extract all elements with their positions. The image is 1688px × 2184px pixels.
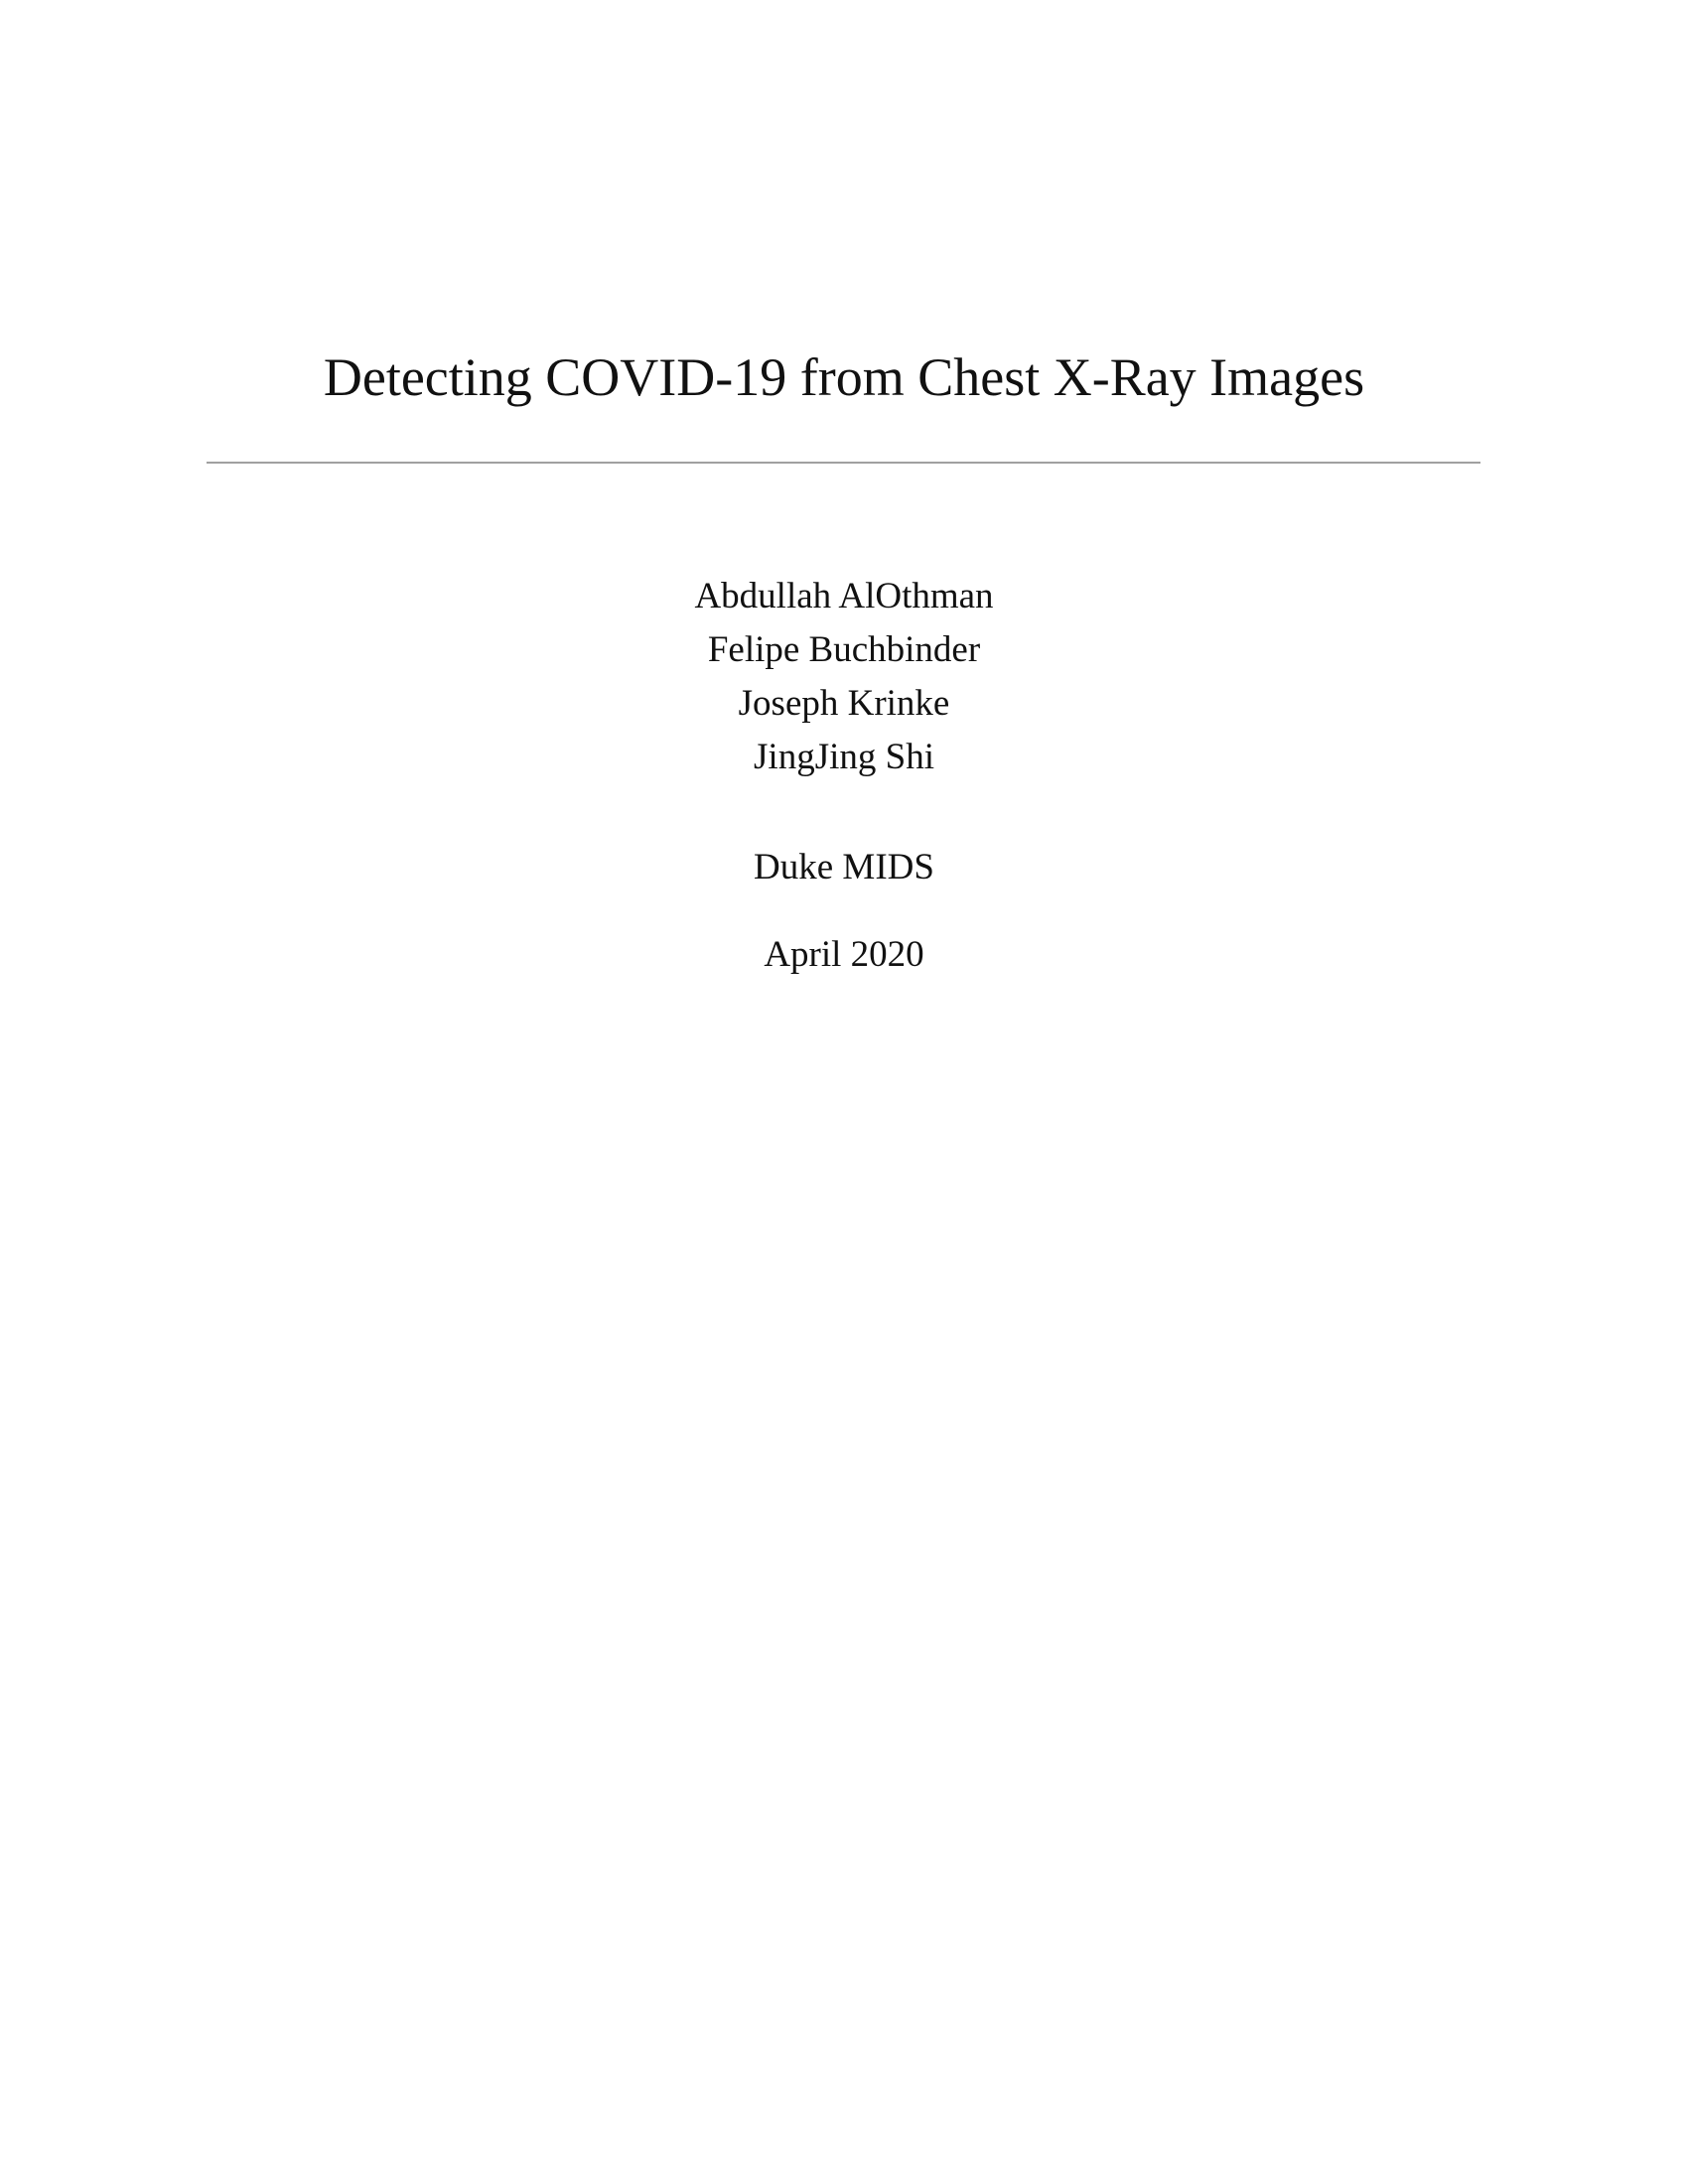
paper-title: Detecting COVID-19 from Chest X-Ray Images: [323, 347, 1365, 407]
author-list: [0, 570, 1688, 784]
author-name: Felipe Buchbinder: [707, 629, 981, 670]
publication-date: April 2020: [764, 934, 924, 975]
title-divider: [207, 462, 1480, 464]
affiliation: Duke MIDS: [754, 847, 934, 887]
author-name: JingJing Shi: [754, 737, 934, 777]
author-name: Abdullah AlOthman: [694, 576, 994, 616]
author-name: Joseph Krinke: [738, 683, 950, 724]
